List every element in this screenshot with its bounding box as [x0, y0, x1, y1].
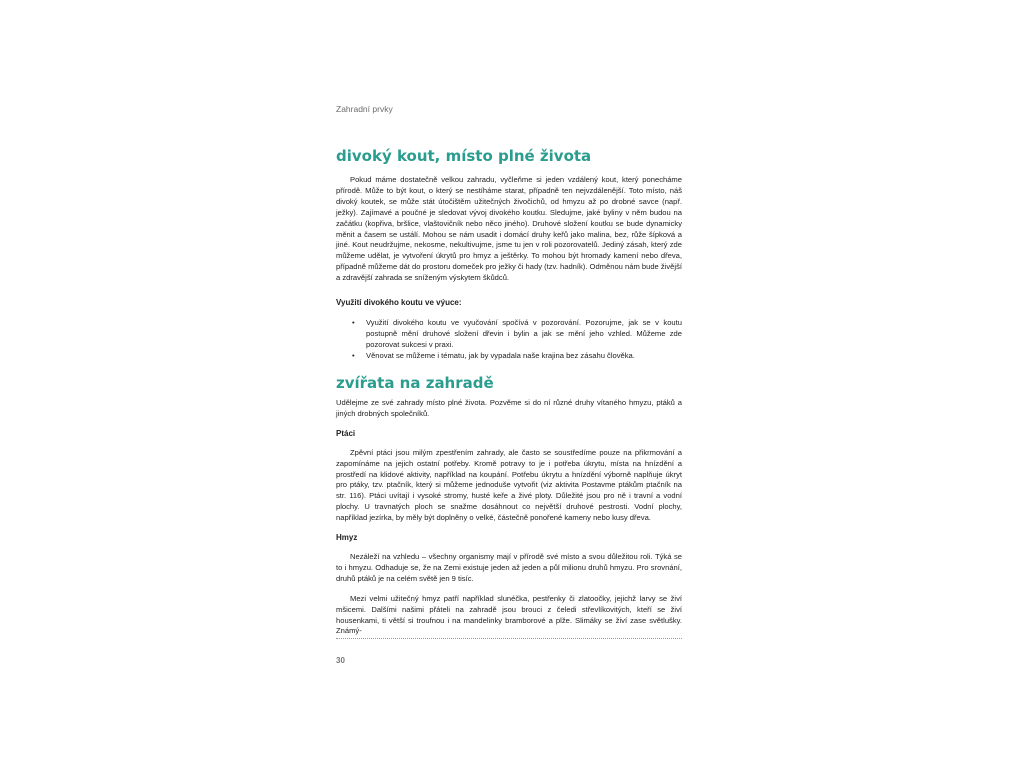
- birds-heading: Ptáci: [336, 428, 356, 438]
- teaching-use-block: [336, 298, 682, 362]
- insects-paragraph-1: Nezáleží na vzhledu – všechny organismy mají v přírodě své místo a svou důležitou roli. Týká se to i hmyzu. Odhaduje se, že na Zemi existuje jeden až jeden a půl milionu druhů hmyzu. Pro srovnání, druhů ptáků je na celém světě jen 9 tisíc.: [336, 551, 682, 583]
- section-title-wild-corner: divoký kout, místo plné života: [336, 147, 592, 165]
- animals-text-block: [336, 398, 682, 637]
- birds-paragraph: Zpěvní ptáci jsou milým zpestřením zahrady, ale často se soustředíme pouze na přikrmování a zapomínáme na jejich ostatní potřeby. Kromě potravy to je i potřeba úkrytu, místa na hnízdění a prostředí na klidové aktivity, například na koupání. Potřebu úkrytu a hnízdění výborně naplňuje úkryt pro ptáky, tzv. ptačník, který si můžeme jednoduše vytvořit (viz aktivita Postavme ptákům ptačník na str. 116). Ptáci uvítají i vysoké stromy, husté keře a živé ploty. Důležité jsou pro ně i travní a vodní plochy. U travnatých ploch se snažme dosáhnout co největší druhové pestrosti. Vodní plochy, například jezírka, by měly být doplněny o velké, částečně ponořené kameny nebo kusy dřeva.: [336, 447, 682, 523]
- teaching-use-list: [336, 318, 682, 362]
- wild-corner-paragraph: Pokud máme dostatečně velkou zahradu, vyčleňme si jeden vzdálený kout, který ponecháme přírodě. Může to být kout, o který se nestíháme starat, případně ten nejvzdálenější. Toto místo, náš divoký koutek, se může stát útočištěm užitečných živočichů, od hmyzu až po drobné savce (např. ježky). Zajímavé a poučné je sledovat vývoj divokého koutku. Sledujme, jaké byliny v něm budou na začátku (kopřiva, bršlice, vlaštovičník nebo něco jiného). Druhové složení koutku se bude dynamicky měnit a časem se ustálí. Mohou se nám usadit i domácí druhy keřů jako malina, bez, růže šípková a jiné. Kout neudržujme, nekosme, nekultivujme, jsme tu jen v roli pozorovatelů. Jediný zásah, který zde můžeme udělat, je vytvoření úkrytů pro hmyz a ještěrky. To mohou být hromady kamení nebo dřeva, případně můžeme dát do prostoru domeček pro ježky či hady (tzv. hadník). Odměnou nám bude živější a zdravější zahrada se sníženým výskytem škůdců.: [336, 175, 682, 283]
- teaching-use-subheading: Využití divokého koutu ve výuce:: [336, 298, 462, 307]
- section-title-animals: zvířata na zahradě: [336, 374, 494, 392]
- footer-dotted-rule: [336, 638, 682, 639]
- wild-corner-text-block: [336, 175, 682, 284]
- book-page: [336, 104, 682, 674]
- insects-heading: Hmyz: [336, 533, 358, 543]
- animals-intro: Udělejme ze své zahrady místo plné života. Pozvěme si do ní různé druhy vítaného hmyzu, ptáků a jiných drobných společníků.: [336, 398, 682, 418]
- list-item: • Věnovat se můžeme i tématu, jak by vypadala naše krajina bez zásahu člověka.: [366, 351, 682, 362]
- page-number: 30: [336, 656, 345, 665]
- list-item: • Využití divokého koutu ve vyučování spočívá v pozorování. Pozorujme, jak se v koutu postupně mění druhové složení dřevin i bylin a jak se mění jeho vzhled. Můžeme zde pozorovat sukcesi v praxi.: [366, 318, 682, 351]
- insects-paragraph-2: Mezi velmi užitečný hmyz patří například slunéčka, pestřenky či zlatoočky, jejichž larvy se živí mšicemi. Dalšími našimi přáteli na zahradě jsou brouci z čeledi střevlíkovitých, kteří se živí housenkami, ti větší si troufnou i na mandelinky bramborové a plže. Slimáky se živí zase světlušky. Známý-: [336, 593, 682, 636]
- running-head: Zahradní prvky: [336, 104, 393, 114]
